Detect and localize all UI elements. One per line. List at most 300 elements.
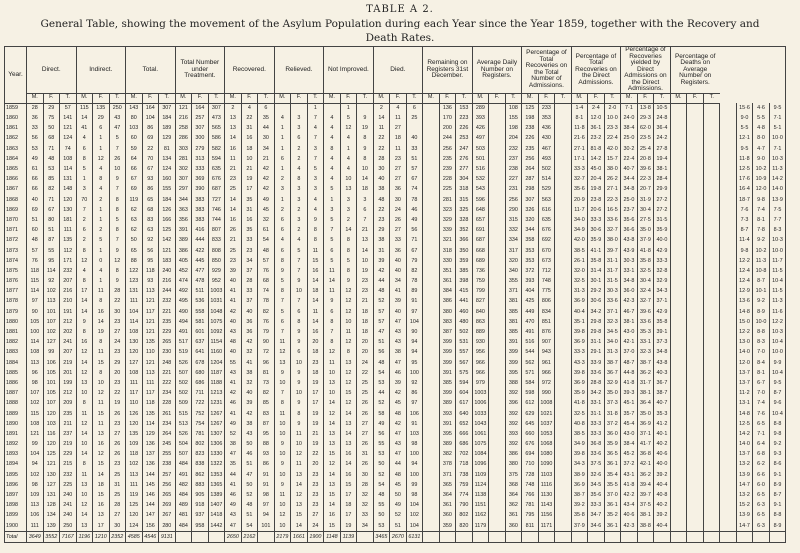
table-cell: 61 — [258, 226, 275, 236]
table-cell: 209 — [60, 399, 77, 409]
table-cell — [423, 124, 440, 134]
table-cell: 391 — [439, 368, 456, 378]
table-cell: 78 — [406, 195, 423, 205]
table-cell: 235 — [439, 154, 456, 164]
table-cell — [489, 358, 506, 368]
table-cell: 65 — [142, 195, 159, 205]
year-cell: 1890 — [5, 419, 27, 429]
table-cell — [670, 256, 687, 266]
table-cell: 10·3 — [769, 236, 786, 246]
table-cell: 48 — [390, 470, 407, 480]
table-cell: 42·1 — [637, 460, 654, 470]
table-cell: 9 — [340, 277, 357, 287]
table-cell: 3 — [357, 195, 374, 205]
table-cell: 20 — [109, 368, 126, 378]
table-cell: 1307 — [208, 430, 225, 440]
table-cell: 9 — [109, 175, 126, 185]
table-cell: 2 — [274, 175, 291, 185]
table-cell: 23 — [390, 154, 407, 164]
table-cell: 12 — [340, 379, 357, 389]
table-cell: 36·6 — [621, 226, 638, 236]
table-cell: 121 — [142, 358, 159, 368]
table-cell: 422 — [192, 246, 209, 256]
table-cell: 594 — [208, 154, 225, 164]
table-cell: 12·5 — [736, 419, 753, 429]
table-row — [5, 216, 786, 226]
table-cell: 99 — [406, 480, 423, 490]
table-cell: 92 — [43, 277, 60, 287]
table-cell: 106 — [27, 511, 44, 521]
table-cell: 41·8 — [621, 480, 638, 490]
table-cell — [423, 399, 440, 409]
table-cell: 15·6 — [736, 103, 753, 114]
table-cell: 35·9 — [571, 389, 588, 399]
table-cell: 23 — [109, 348, 126, 358]
table-cell: 823 — [192, 450, 209, 460]
table-row — [5, 399, 786, 409]
table-cell: 17·6 — [736, 175, 753, 185]
table-cell — [703, 195, 720, 205]
table-cell: 754 — [192, 419, 209, 429]
table-cell: 13 — [225, 114, 242, 124]
table-cell: 1151 — [472, 501, 489, 511]
table-cell: 71 — [43, 195, 60, 205]
table-cell — [670, 440, 687, 450]
table-cell — [720, 511, 737, 521]
table-cell: 480 — [456, 317, 473, 327]
table-cell: 392 — [505, 440, 522, 450]
table-cell: 41 — [241, 358, 258, 368]
header-group-5: Recovered. — [225, 47, 275, 94]
table-cell: 5 — [324, 185, 341, 195]
table-cell: 155 — [505, 114, 522, 124]
table-cell: 1306 — [208, 440, 225, 450]
table-cell: 52 — [373, 297, 390, 307]
table-cell: 38 — [241, 368, 258, 378]
table-cell: 28·8 — [588, 379, 605, 389]
table-cell: 20 — [307, 460, 324, 470]
table-cell: 225 — [60, 480, 77, 490]
table-cell: 863 — [472, 317, 489, 327]
table-cell: 5 — [109, 134, 126, 144]
table-cell: 40·2 — [654, 440, 671, 450]
table-cell: 526 — [175, 430, 192, 440]
table-cell: 8 — [109, 205, 126, 215]
table-cell: 14 — [307, 277, 324, 287]
table-cell: 4 — [76, 267, 93, 277]
total-cell — [472, 532, 489, 543]
table-cell: 241 — [60, 338, 77, 348]
table-cell: 5 — [274, 307, 291, 317]
table-cell: 54 — [258, 236, 275, 246]
table-cell: 19 — [307, 409, 324, 419]
table-cell: 124 — [60, 134, 77, 144]
year-cell: 1875 — [5, 267, 27, 277]
table-cell: 17 — [76, 287, 93, 297]
table-cell: 481 — [175, 511, 192, 521]
table-row — [5, 511, 786, 521]
table-cell — [489, 430, 506, 440]
table-cell: 93 — [142, 175, 159, 185]
table-cell: 12·1 — [736, 134, 753, 144]
table-cell: 4 — [324, 165, 341, 175]
table-cell: 40·8 — [571, 419, 588, 429]
table-cell: 497 — [472, 134, 489, 144]
table-cell: 264 — [522, 165, 539, 175]
table-cell: 34·3 — [654, 287, 671, 297]
table-cell: 238 — [159, 460, 176, 470]
table-cell: 381 — [505, 297, 522, 307]
table-cell: 235 — [159, 317, 176, 327]
table-cell: 567 — [456, 358, 473, 368]
table-cell: 6 — [76, 144, 93, 154]
table-cell: 90 — [406, 328, 423, 338]
table-cell: 20·8 — [637, 154, 654, 164]
table-cell: 51 — [27, 216, 44, 226]
table-cell: 166 — [159, 216, 176, 226]
table-cell: 37·3 — [604, 399, 621, 409]
table-cell: 48 — [27, 236, 44, 246]
table-cell: 127 — [126, 358, 143, 368]
table-cell — [489, 114, 506, 124]
table-cell — [720, 307, 737, 317]
table-cell — [555, 307, 572, 317]
table-cell — [555, 175, 572, 185]
table-cell: 82 — [406, 267, 423, 277]
table-cell: 7·5 — [769, 205, 786, 215]
table-cell: 1109 — [472, 470, 489, 480]
table-cell: 7·7 — [769, 216, 786, 226]
table-cell: 1092 — [208, 328, 225, 338]
table-cell: 44·8 — [621, 368, 638, 378]
table-cell: 1418 — [208, 511, 225, 521]
table-cell — [703, 236, 720, 246]
header-sex-label: M. — [274, 93, 291, 103]
table-cell: 30 — [109, 307, 126, 317]
table-cell: 40 — [241, 389, 258, 399]
table-cell: 48 — [390, 409, 407, 419]
header-sex-label: F. — [93, 93, 110, 103]
table-cell: 14 — [357, 246, 374, 256]
table-cell — [703, 226, 720, 236]
table-cell: 7 — [76, 205, 93, 215]
table-cell: 23 — [307, 358, 324, 368]
table-cell: 907 — [538, 338, 555, 348]
table-cell: 107 — [43, 317, 60, 327]
table-cell: 966 — [472, 368, 489, 378]
table-row — [5, 450, 786, 460]
table-cell: 302 — [175, 165, 192, 175]
table-cell: 40·7 — [654, 399, 671, 409]
table-cell: 7 — [291, 267, 308, 277]
table-cell: 40 — [225, 317, 242, 327]
table-cell: 125 — [43, 450, 60, 460]
table-cell: 96 — [258, 358, 275, 368]
table-cell: 34·6 — [588, 521, 605, 532]
table-cell: 827 — [472, 297, 489, 307]
table-row — [5, 430, 786, 440]
table-cell — [687, 419, 704, 429]
table-cell: 9·3 — [769, 450, 786, 460]
table-cell — [489, 460, 506, 470]
table-cell: 113 — [27, 501, 44, 511]
table-cell: 11 — [93, 287, 110, 297]
table-cell: 13 — [357, 236, 374, 246]
table-cell — [670, 124, 687, 134]
table-cell: 43·3 — [571, 358, 588, 368]
table-cell: 381 — [505, 317, 522, 327]
table-cell: 8 — [307, 226, 324, 236]
table-cell: 34·9 — [571, 226, 588, 236]
table-cell — [703, 277, 720, 287]
table-cell: 118 — [142, 267, 159, 277]
table-cell — [555, 368, 572, 378]
table-cell: 13·7 — [736, 450, 753, 460]
table-cell: 766 — [522, 491, 539, 501]
table-cell: 286 — [175, 134, 192, 144]
table-cell: 3 — [307, 185, 324, 195]
table-cell: 257 — [192, 114, 209, 124]
table-cell: 47 — [390, 450, 407, 460]
table-cell: 7·4 — [753, 205, 770, 215]
table-cell: 34·8 — [654, 348, 671, 358]
table-cell: 38 — [225, 440, 242, 450]
table-cell: 43·0 — [621, 328, 638, 338]
table-cell — [555, 287, 572, 297]
table-cell: 36·9 — [571, 338, 588, 348]
year-cell: 1900 — [5, 521, 27, 532]
table-cell: 12 — [274, 511, 291, 521]
table-cell: 90 — [27, 307, 44, 317]
table-cell: 8 — [340, 348, 357, 358]
table-cell: 532 — [472, 175, 489, 185]
table-cell: 32·7 — [571, 175, 588, 185]
table-cell: 118 — [27, 267, 44, 277]
table-cell: 244 — [159, 287, 176, 297]
table-cell: 13·8 — [637, 103, 654, 114]
table-cell: 1061 — [472, 430, 489, 440]
table-cell: 27 — [307, 511, 324, 521]
table-cell: 10·0 — [753, 317, 770, 327]
table-cell: 53 — [373, 521, 390, 532]
table-cell: 39 — [390, 297, 407, 307]
table-cell — [423, 368, 440, 378]
table-cell: 0 — [93, 256, 110, 266]
table-cell: 53 — [373, 379, 390, 389]
table-cell: 7 — [274, 297, 291, 307]
table-cell: 15 — [324, 491, 341, 501]
table-cell — [670, 379, 687, 389]
year-cell: 1867 — [5, 185, 27, 195]
table-cell: 141 — [60, 114, 77, 124]
table-cell: 692 — [538, 236, 555, 246]
table-cell: 1 — [93, 144, 110, 154]
table-cell: 35 — [258, 114, 275, 124]
header-group-13: Percentage of Recoveries yielded by Direct Admissions on the Direct Admissions. — [621, 47, 671, 94]
table-cell — [423, 103, 440, 114]
table-cell: 98 — [406, 491, 423, 501]
table-cell — [703, 480, 720, 490]
table-cell: 393 — [505, 430, 522, 440]
table-cell: 108 — [27, 348, 44, 358]
table-cell: 11 — [324, 267, 341, 277]
table-cell — [703, 256, 720, 266]
header-sex-label: T. — [159, 93, 176, 103]
table-cell: 399 — [439, 358, 456, 368]
table-cell: 26 — [109, 450, 126, 460]
total-cell — [258, 532, 275, 543]
table-cell: 212 — [60, 389, 77, 399]
table-cell: 9 — [274, 368, 291, 378]
table-cell: 27 — [109, 328, 126, 338]
table-cell — [670, 114, 687, 124]
table-cell: 601 — [192, 328, 209, 338]
table-cell: 4 — [390, 103, 407, 114]
table-cell: 10·4 — [769, 277, 786, 287]
table-cell — [703, 409, 720, 419]
table-cell: 128 — [43, 501, 60, 511]
table-cell: 55 — [373, 501, 390, 511]
table-cell: 4·8 — [753, 124, 770, 134]
table-cell: 76 — [258, 317, 275, 327]
table-cell — [274, 103, 291, 114]
table-cell: 12·5 — [736, 165, 753, 175]
table-cell: 40·4 — [571, 307, 588, 317]
table-cell: 248 — [159, 358, 176, 368]
table-cell: 4 — [241, 103, 258, 114]
table-cell: 7 — [357, 216, 374, 226]
table-cell: 5 — [324, 236, 341, 246]
table-cell: 24 — [390, 205, 407, 215]
table-cell: 29·2 — [588, 287, 605, 297]
table-cell: 372 — [522, 267, 539, 277]
table-cell: 1084 — [472, 450, 489, 460]
table-cell: 20·7 — [637, 185, 654, 195]
table-cell: 37·1 — [604, 307, 621, 317]
table-cell: 39·7 — [637, 491, 654, 501]
total-row — [5, 532, 786, 543]
table-cell: 43 — [241, 430, 258, 440]
table-cell: 86 — [406, 389, 423, 399]
table-cell — [687, 501, 704, 511]
table-cell — [555, 379, 572, 389]
table-cell: 364 — [505, 491, 522, 501]
table-cell: 470 — [522, 317, 539, 327]
table-cell: 5 — [109, 216, 126, 226]
table-cell: 4 — [307, 195, 324, 205]
table-cell: 48 — [241, 501, 258, 511]
table-cell: 69 — [27, 205, 44, 215]
table-cell: 108 — [27, 419, 44, 429]
table-cell — [687, 124, 704, 134]
table-cell: 74 — [60, 144, 77, 154]
table-cell: 137 — [142, 450, 159, 460]
table-cell — [555, 216, 572, 226]
table-cell: 441 — [456, 297, 473, 307]
table-cell: 4 — [324, 124, 341, 134]
table-cell: 30 — [258, 134, 275, 144]
table-cell: 35·6 — [621, 216, 638, 226]
table-row — [5, 103, 786, 114]
table-cell: 33·3 — [571, 165, 588, 175]
table-cell: 1 — [274, 134, 291, 144]
total-cell: 4546 — [142, 532, 159, 543]
table-cell: 244 — [439, 134, 456, 144]
table-cell: 121 — [175, 103, 192, 114]
table-cell: 710 — [522, 460, 539, 470]
table-cell: 81·8 — [588, 144, 605, 154]
table-cell: 507 — [175, 368, 192, 378]
table-cell: 117 — [142, 389, 159, 399]
table-cell: 32·8 — [654, 267, 671, 277]
table-cell — [687, 226, 704, 236]
table-cell: 1103 — [538, 470, 555, 480]
table-cell: 189 — [159, 124, 176, 134]
table-cell — [555, 389, 572, 399]
year-cell: 1895 — [5, 470, 27, 480]
table-cell: 135 — [142, 409, 159, 419]
header-sex-label: T. — [109, 93, 126, 103]
table-cell: 28 — [357, 480, 374, 490]
table-cell: 81 — [258, 368, 275, 378]
table-cell: 966 — [472, 358, 489, 368]
table-cell: 41·7 — [637, 440, 654, 450]
total-label: Total — [5, 532, 27, 543]
table-cell — [720, 134, 737, 144]
table-cell: 35·2 — [604, 511, 621, 521]
table-cell: 8 — [109, 226, 126, 236]
table-cell: 1003 — [208, 287, 225, 297]
table-cell: 1154 — [208, 338, 225, 348]
table-cell — [703, 368, 720, 378]
table-cell: 14 — [76, 511, 93, 521]
table-cell: 27 — [109, 430, 126, 440]
table-cell — [489, 501, 506, 511]
table-cell: 7 — [109, 144, 126, 154]
table-cell: 14 — [76, 297, 93, 307]
table-cell: 318 — [439, 246, 456, 256]
table-cell: 127 — [43, 480, 60, 490]
table-cell: 121 — [159, 246, 176, 256]
table-cell: 2 — [225, 103, 242, 114]
table-cell: 563 — [538, 195, 555, 205]
table-cell: 33·3 — [571, 348, 588, 358]
table-cell: 2 — [291, 226, 308, 236]
table-cell: 147 — [142, 511, 159, 521]
year-cell: 1865 — [5, 165, 27, 175]
table-cell: 38 — [390, 348, 407, 358]
table-cell: 1231 — [208, 399, 225, 409]
table-cell: 38·0 — [604, 236, 621, 246]
table-cell — [489, 277, 506, 287]
table-cell: 233 — [538, 103, 555, 114]
table-cell: 38·7 — [654, 389, 671, 399]
table-cell: 365 — [439, 480, 456, 490]
table-cell: 46 — [225, 491, 242, 501]
table-cell: 7 — [109, 185, 126, 195]
table-cell — [687, 103, 704, 114]
table-cell: 40·2 — [654, 501, 671, 511]
table-cell: 68 — [43, 134, 60, 144]
table-cell: 584 — [522, 379, 539, 389]
table-cell: 325 — [456, 205, 473, 215]
table-cell: 91 — [406, 297, 423, 307]
total-cell — [753, 532, 770, 543]
table-cell: 46 — [241, 450, 258, 460]
table-cell: 49 — [27, 154, 44, 164]
table-cell: 39 — [241, 399, 258, 409]
table-cell: 676 — [208, 175, 225, 185]
